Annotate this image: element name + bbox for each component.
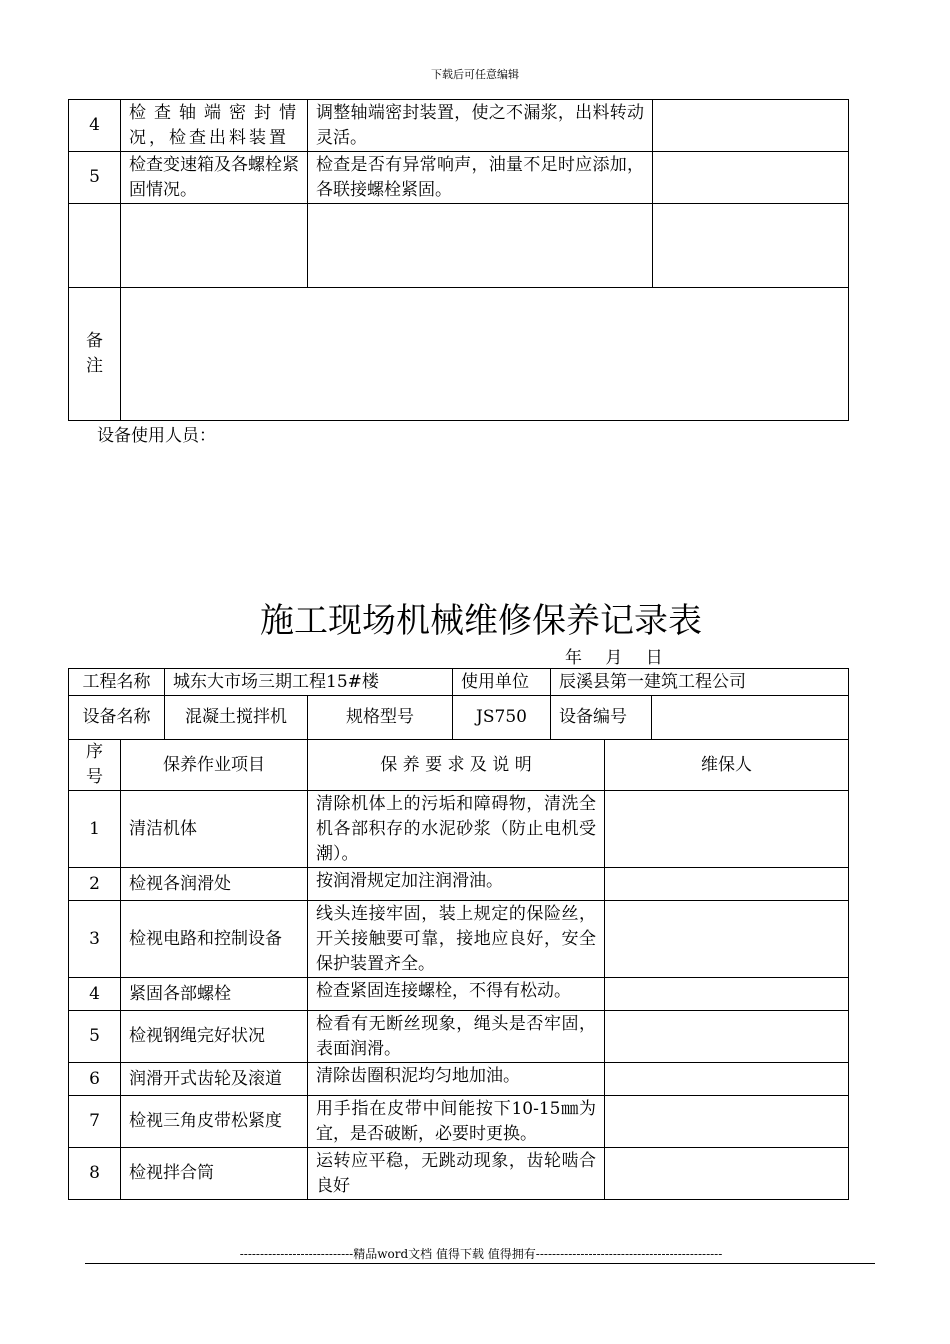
- model-value: JS750: [453, 696, 551, 740]
- table-row: [69, 204, 849, 288]
- maintenance-item: 检视拌合筒: [121, 1148, 308, 1200]
- row-number: 1: [69, 791, 121, 868]
- table-row: [69, 868, 849, 901]
- maintainer-cell: [653, 100, 849, 152]
- maintenance-requirement: 清除机体上的污垢和障碍物，清洗全机各部积存的水泥砂浆（防止电机受潮）。: [308, 791, 605, 868]
- row-number: 4: [69, 978, 121, 1011]
- maintainer-cell: [605, 868, 849, 901]
- project-name-value: 城东大市场三期工程15#楼: [165, 669, 453, 696]
- maintenance-item: 检查变速箱及各螺栓紧固情况。: [121, 152, 308, 204]
- col-header-maintainer: 维保人: [605, 740, 849, 791]
- maintainer-cell: [605, 901, 849, 978]
- maintenance-item: 润滑开式齿轮及滚道: [121, 1063, 308, 1096]
- row-number: 2: [69, 868, 121, 901]
- header-note: 下载后可任意编辑: [431, 68, 519, 81]
- maintenance-item: 清洁机体: [121, 791, 308, 868]
- maintenance-requirement: 清除齿圈积泥均匀地加油。: [308, 1063, 605, 1096]
- maintenance-requirement: 用手指在皮带中间能按下10-15㎜为宜，是否破断，必要时更换。: [308, 1096, 605, 1148]
- project-name-label: 工程名称: [69, 669, 165, 696]
- remarks-label-char-2: 注: [86, 356, 103, 376]
- project-info-row: [69, 669, 849, 696]
- maintenance-item: 检查轴端密封情况，检查出料装置: [121, 100, 308, 152]
- row-number: 3: [69, 901, 121, 978]
- equipment-name-value: 混凝土搅拌机: [165, 696, 308, 740]
- maintenance-item: 检视钢绳完好状况: [121, 1011, 308, 1063]
- col-header-number: 序号: [69, 740, 121, 791]
- maintenance-record-table: [68, 668, 849, 1200]
- user-unit-label: 使用单位: [453, 669, 551, 696]
- maintenance-requirement: 检查紧固连接螺栓，不得有松动。: [308, 978, 605, 1011]
- model-label: 规格型号: [308, 696, 453, 740]
- footer-note: ----------------------------精品word文档 值得下载 值得拥有----------------------------------------------: [239, 1247, 723, 1261]
- row-number: 7: [69, 1096, 121, 1148]
- equipment-no-label: 设备编号: [551, 696, 652, 740]
- user-unit-value: 辰溪县第一建筑工程公司: [551, 669, 849, 696]
- page-title: 施工现场机械维修保养记录表: [260, 601, 702, 641]
- remarks-label-char-1: 备: [86, 331, 103, 351]
- maintenance-item: [121, 204, 308, 288]
- maintainer-cell: [653, 204, 849, 288]
- table-row: [69, 1148, 849, 1200]
- table-row: [69, 152, 849, 204]
- maintenance-requirement: 检看有无断丝现象，绳头是否牢固，表面润滑。: [308, 1011, 605, 1063]
- table-row: [69, 1011, 849, 1063]
- table-header-row: [69, 740, 849, 791]
- remarks-field: [121, 288, 849, 421]
- maintenance-requirement: 按润滑规定加注润滑油。: [308, 868, 605, 901]
- col-header-item: 保养作业项目: [121, 740, 308, 791]
- table-row: [69, 1063, 849, 1096]
- maintenance-item: 紧固各部螺栓: [121, 978, 308, 1011]
- table-row: [69, 901, 849, 978]
- maintenance-item: 检视三角皮带松紧度: [121, 1096, 308, 1148]
- maintenance-item: 检视各润滑处: [121, 868, 308, 901]
- row-number: 6: [69, 1063, 121, 1096]
- maintenance-requirement: 运转应平稳，无跳动现象，齿轮啮合良好: [308, 1148, 605, 1200]
- table-row: [69, 791, 849, 868]
- row-number: 4: [69, 100, 121, 152]
- row-number: 5: [69, 152, 121, 204]
- maintenance-requirement: 调整轴端密封装置，使之不漏浆，出料转动灵活。: [308, 100, 653, 152]
- maintenance-requirement: 检查是否有异常响声，油量不足时应添加，各联接螺栓紧固。: [308, 152, 653, 204]
- maintainer-cell: [605, 1096, 849, 1148]
- maintenance-item: 检视电路和控制设备: [121, 901, 308, 978]
- maintainer-cell: [605, 1011, 849, 1063]
- equipment-no-value: [652, 696, 849, 740]
- equipment-name-label: 设备名称: [69, 696, 165, 740]
- date-line: 年 月 日: [565, 648, 663, 668]
- maintainer-cell: [653, 152, 849, 204]
- equipment-users-label: 设备使用人员：: [97, 426, 216, 446]
- row-number: [69, 204, 121, 288]
- row-number: 8: [69, 1148, 121, 1200]
- col-header-requirement: 保 养 要 求 及 说 明: [308, 740, 605, 791]
- table-row: [69, 1096, 849, 1148]
- row-number: 5: [69, 1011, 121, 1063]
- table-row: [69, 978, 849, 1011]
- maintainer-cell: [605, 978, 849, 1011]
- maintainer-cell: [605, 1063, 849, 1096]
- maintainer-cell: [605, 1148, 849, 1200]
- maintainer-cell: [605, 791, 849, 868]
- maintenance-table-continued: [68, 99, 849, 421]
- maintenance-requirement: [308, 204, 653, 288]
- equipment-info-row: [69, 696, 849, 740]
- remarks-label: [69, 288, 121, 421]
- table-row: [69, 100, 849, 152]
- remarks-row: [69, 288, 849, 421]
- footer-divider: [85, 1263, 875, 1264]
- maintenance-requirement: 线头连接牢固，装上规定的保险丝，开关接触要可靠，接地应良好，安全保护装置齐全。: [308, 901, 605, 978]
